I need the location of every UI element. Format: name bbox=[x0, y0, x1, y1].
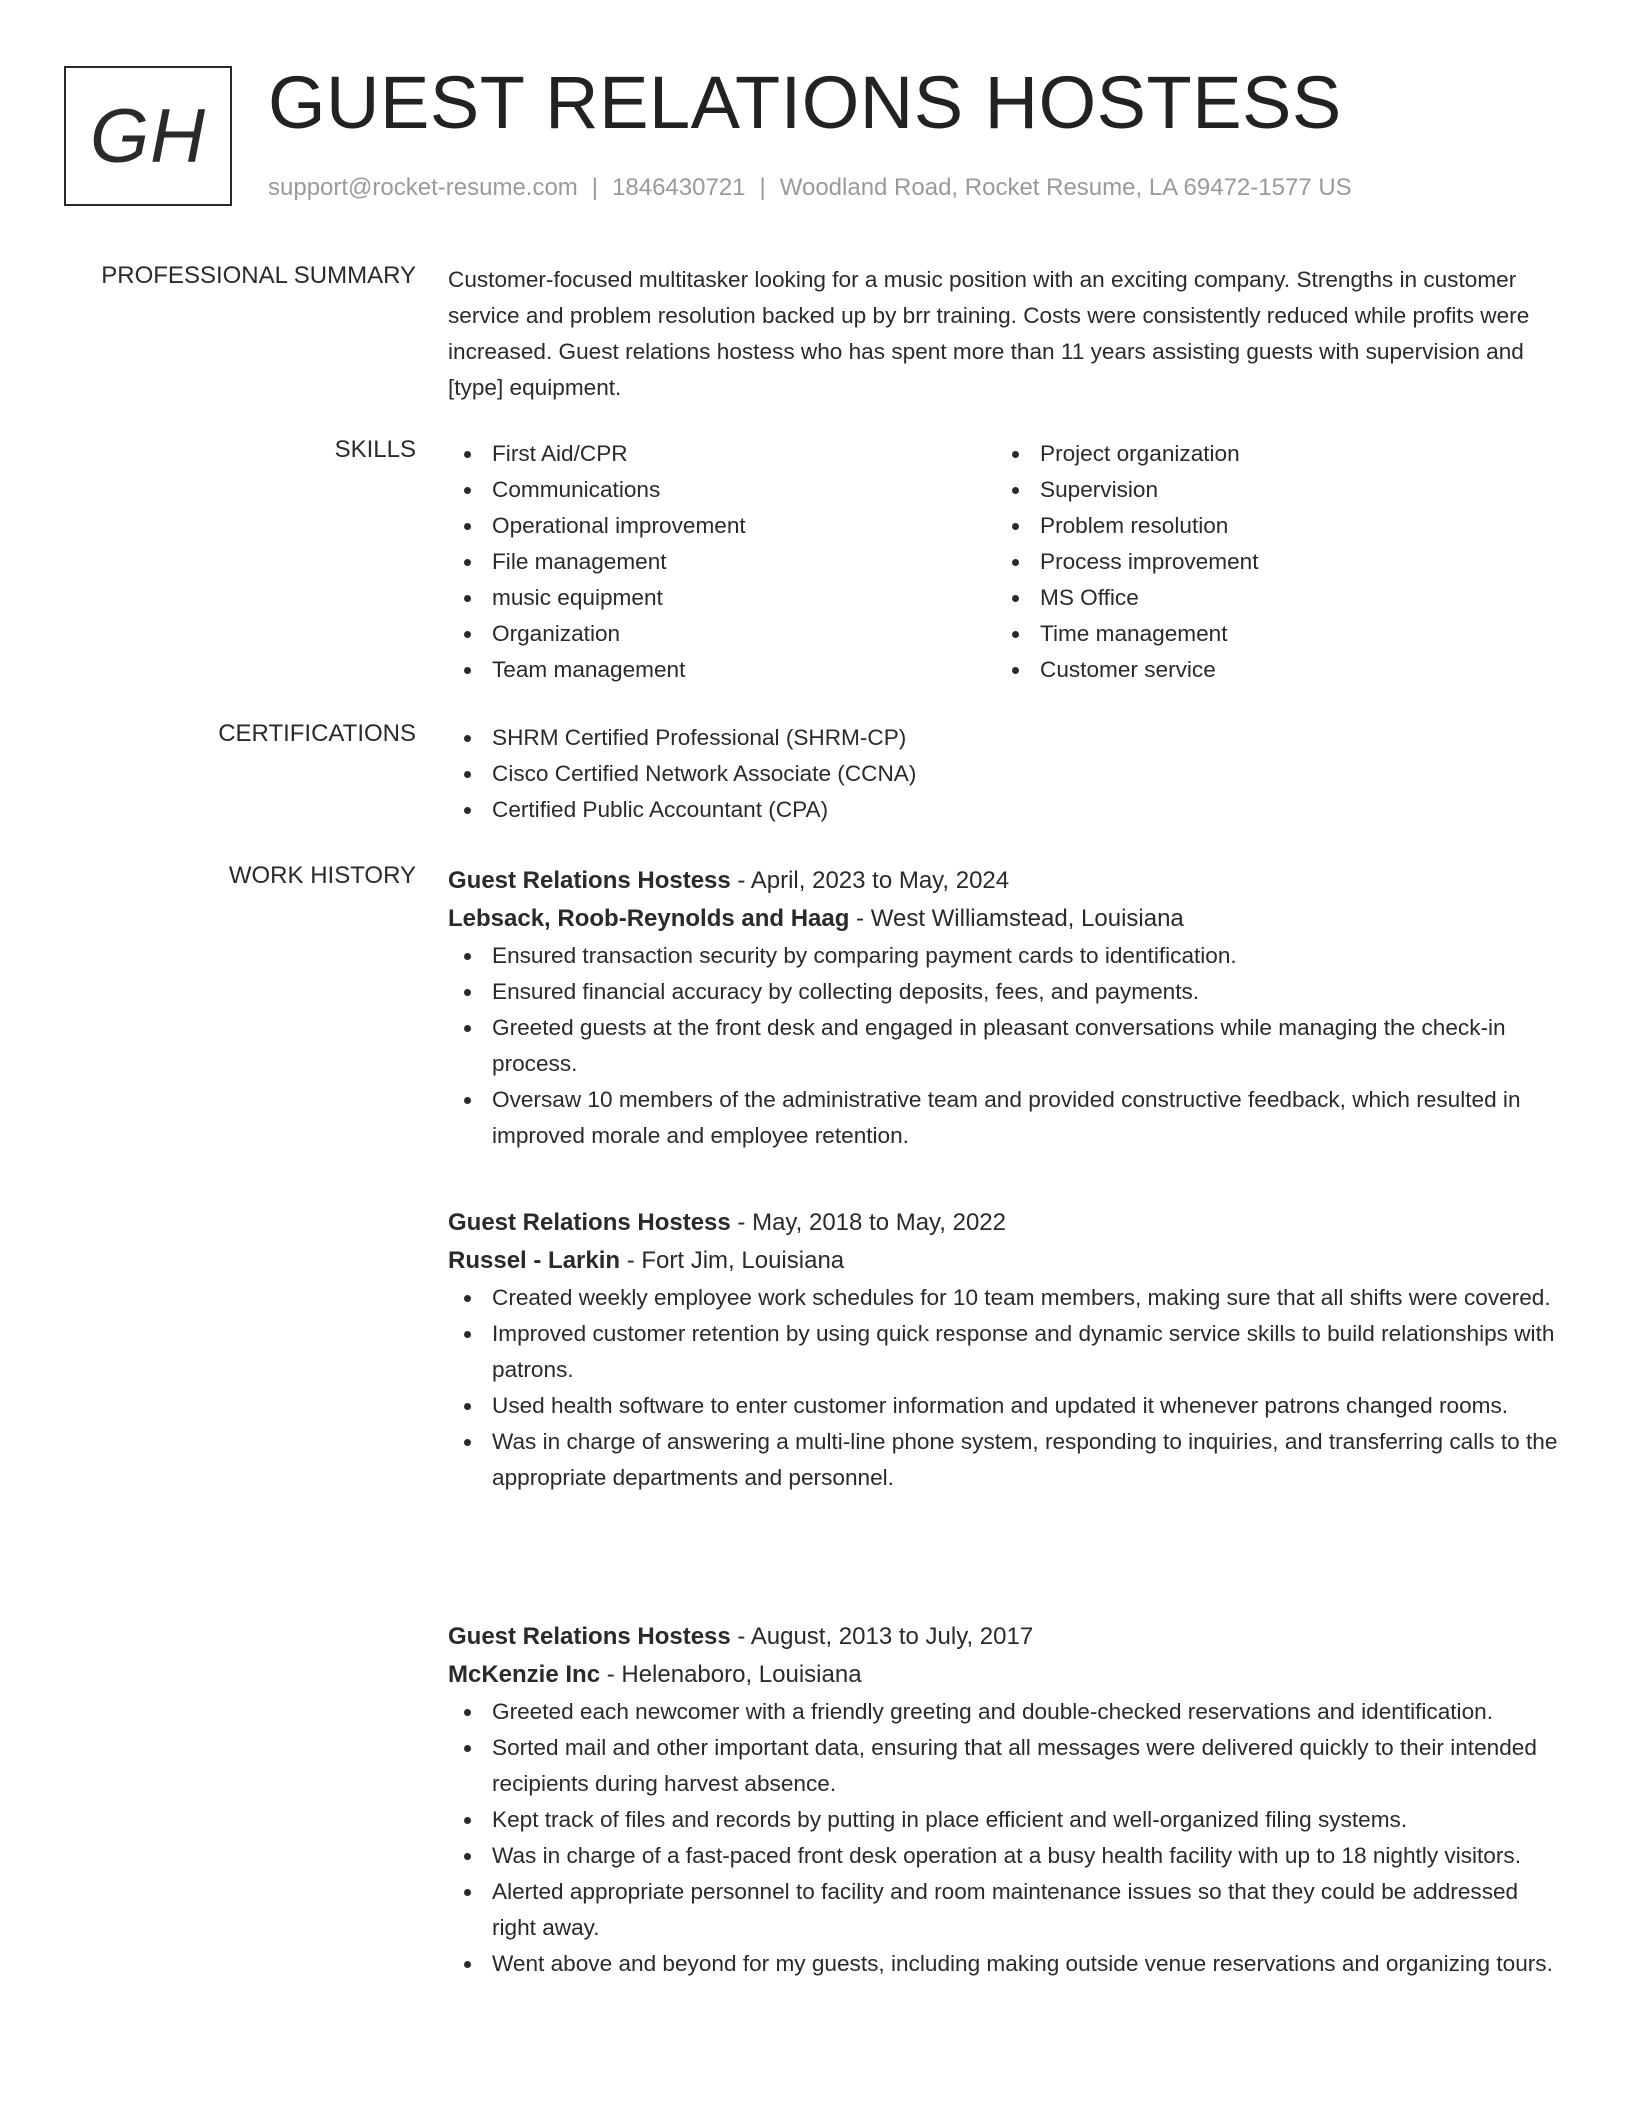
list-item: Ensured financial accuracy by collecting deposits, fees, and payments. bbox=[448, 974, 1558, 1010]
list-item: Customer service bbox=[996, 652, 1544, 688]
job-company-line bbox=[448, 900, 1558, 938]
job-bullets bbox=[448, 938, 1558, 1154]
list-item: Created weekly employee work schedules for 10 team members, making sure that all shifts were covered. bbox=[448, 1280, 1558, 1316]
list-item: Kept track of files and records by putting in place efficient and well-organized filing systems. bbox=[448, 1802, 1558, 1838]
section-label-summary: PROFESSIONAL SUMMARY bbox=[101, 262, 416, 289]
list-item: Team management bbox=[448, 652, 996, 688]
skills-list-left bbox=[448, 436, 996, 688]
list-item: Was in charge of a fast-paced front desk operation at a busy health facility with up to 18 nightly visitors. bbox=[448, 1838, 1558, 1874]
job-title: Guest Relations Hostess bbox=[448, 1209, 731, 1236]
phone-number[interactable]: 1846430721 bbox=[612, 174, 746, 201]
job-dates: - August, 2013 to July, 2017 bbox=[730, 1623, 1034, 1650]
summary-text: Customer-focused multitasker looking for a music position with an exciting company. Strengths in customer service and problem resolution backed up by brr training. Costs were consistently reduced while profits were increased. Guest relations hostess who has spent more than 11 years assisting guests with supervision and [type] equipment. bbox=[448, 267, 1530, 400]
list-item: Sorted mail and other important data, ensuring that all messages were delivered quickly to their intended recipients during harvest absence. bbox=[448, 1730, 1558, 1802]
list-item: First Aid/CPR bbox=[448, 436, 996, 472]
job-entry bbox=[448, 1204, 1558, 1496]
list-item: Organization bbox=[448, 616, 996, 652]
job-entry bbox=[448, 862, 1558, 1154]
list-item: Improved customer retention by using quick response and dynamic service skills to build relationships with patrons. bbox=[448, 1316, 1558, 1388]
certifications-body bbox=[448, 720, 1558, 828]
list-item: SHRM Certified Professional (SHRM-CP) bbox=[448, 720, 1558, 756]
monogram-box: GH bbox=[64, 66, 232, 206]
list-item: Cisco Certified Network Associate (CCNA) bbox=[448, 756, 1558, 792]
page-title: GUEST RELATIONS HOSTESS bbox=[268, 61, 1342, 144]
job-company: Lebsack, Roob-Reynolds and Haag bbox=[448, 905, 850, 932]
job-entry bbox=[448, 1618, 1558, 1982]
certifications-list bbox=[448, 720, 1558, 828]
job-location: - Helenaboro, Louisiana bbox=[600, 1661, 862, 1688]
list-item: Ensured transaction security by comparing payment cards to identification. bbox=[448, 938, 1558, 974]
summary-body bbox=[448, 262, 1558, 406]
list-item: Communications bbox=[448, 472, 996, 508]
job-title-line bbox=[448, 862, 1558, 900]
list-item: Used health software to enter customer information and updated it whenever patrons changed rooms. bbox=[448, 1388, 1558, 1424]
job-company-line bbox=[448, 1656, 1558, 1694]
list-item: Greeted guests at the front desk and engaged in pleasant conversations while managing the check-in process. bbox=[448, 1010, 1558, 1082]
list-item: Operational improvement bbox=[448, 508, 996, 544]
list-item: Process improvement bbox=[996, 544, 1544, 580]
job-title: Guest Relations Hostess bbox=[448, 1623, 731, 1650]
list-item: Problem resolution bbox=[996, 508, 1544, 544]
job-company-line bbox=[448, 1242, 1558, 1280]
resume-header bbox=[64, 61, 1564, 216]
job-dates: - April, 2023 to May, 2024 bbox=[730, 867, 1010, 894]
list-item: Oversaw 10 members of the administrative team and provided constructive feedback, which resulted in improved morale and employee retention. bbox=[448, 1082, 1558, 1154]
skills-list-right bbox=[996, 436, 1544, 688]
list-item: Supervision bbox=[996, 472, 1544, 508]
list-item: Went above and beyond for my guests, including making outside venue reservations and organizing tours. bbox=[448, 1946, 1558, 1982]
section-label-work-history: WORK HISTORY bbox=[228, 862, 416, 889]
list-item: Greeted each newcomer with a friendly greeting and double-checked reservations and identification. bbox=[448, 1694, 1558, 1730]
job-company: McKenzie Inc bbox=[448, 1661, 601, 1688]
list-item: Alerted appropriate personnel to facility and room maintenance issues so that they could be addressed right away. bbox=[448, 1874, 1558, 1946]
list-item: Was in charge of answering a multi-line phone system, responding to inquiries, and transferring calls to the appropriate departments and personnel. bbox=[448, 1424, 1558, 1496]
list-item: music equipment bbox=[448, 580, 996, 616]
job-title: Guest Relations Hostess bbox=[448, 867, 731, 894]
job-bullets bbox=[448, 1280, 1558, 1496]
job-dates: - May, 2018 to May, 2022 bbox=[730, 1209, 1006, 1236]
list-item: File management bbox=[448, 544, 996, 580]
list-item: Certified Public Accountant (CPA) bbox=[448, 792, 1558, 828]
section-label-skills: SKILLS bbox=[334, 436, 416, 463]
job-location: - West Williamstead, Louisiana bbox=[849, 905, 1184, 932]
job-title-line bbox=[448, 1204, 1558, 1242]
separator: | bbox=[591, 174, 599, 201]
job-bullets bbox=[448, 1694, 1558, 1982]
list-item: MS Office bbox=[996, 580, 1544, 616]
job-company: Russel - Larkin bbox=[448, 1247, 621, 1274]
address: Woodland Road, Rocket Resume, LA 69472-1577 US bbox=[779, 174, 1352, 201]
contact-line bbox=[268, 174, 1352, 202]
section-label-certifications: CERTIFICATIONS bbox=[218, 720, 416, 747]
job-location: - Fort Jim, Louisiana bbox=[620, 1247, 845, 1274]
email-link[interactable]: support@rocket-resume.com bbox=[268, 174, 578, 201]
skills-body bbox=[448, 436, 1558, 688]
list-item: Time management bbox=[996, 616, 1544, 652]
job-title-line bbox=[448, 1618, 1558, 1656]
list-item: Project organization bbox=[996, 436, 1544, 472]
separator: | bbox=[759, 174, 766, 201]
